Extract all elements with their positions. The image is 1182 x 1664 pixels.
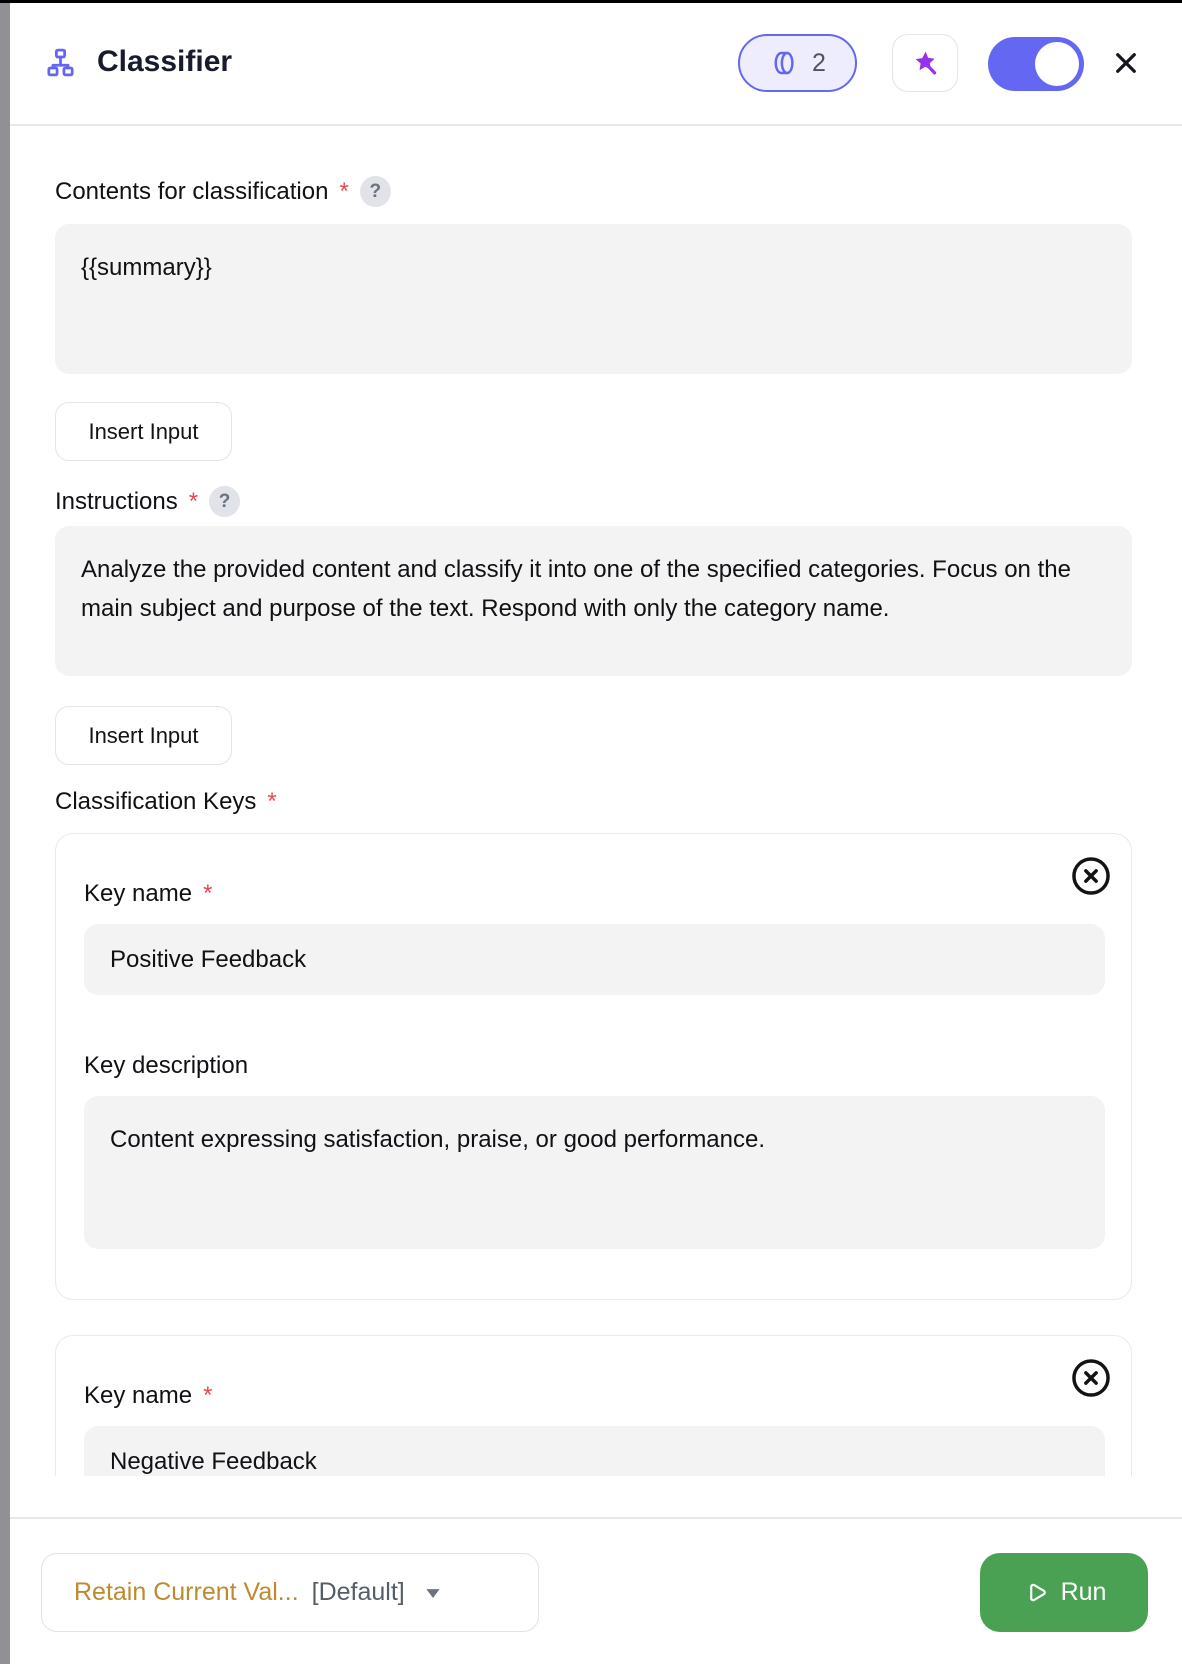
key-description-textarea[interactable]: Content expressing satisfaction, praise, or good performance. (84, 1096, 1105, 1249)
remove-key-button[interactable] (1069, 854, 1113, 898)
dropdown-default-suffix: [Default] (311, 1578, 405, 1606)
dropdown-selected-value: Retain Current Val... (74, 1578, 299, 1606)
config-scroll-area[interactable] (10, 126, 1182, 1476)
toggle-knob (1035, 42, 1079, 86)
remove-key-button[interactable] (1069, 1356, 1113, 1400)
instructions-label: Instructions (55, 488, 178, 515)
retain-values-dropdown[interactable] (41, 1553, 539, 1632)
coin-icon (769, 48, 799, 78)
required-asterisk: * (203, 880, 213, 907)
window-top-edge (0, 0, 1182, 3)
required-asterisk: * (267, 788, 277, 815)
classification-key-card (55, 833, 1132, 1300)
key-description-label: Key description (84, 1052, 249, 1079)
key-name-label-row (84, 1380, 212, 1411)
required-asterisk: * (188, 488, 199, 515)
contents-textarea[interactable]: {{summary}} (55, 224, 1132, 374)
key-name-input[interactable]: Negative Feedback (84, 1426, 1105, 1476)
contents-label: Contents for classification (55, 178, 329, 205)
token-count-badge[interactable] (738, 34, 857, 92)
contents-label-row (55, 176, 391, 207)
token-count-value: 2 (812, 48, 826, 77)
close-button[interactable] (1108, 45, 1144, 81)
help-icon[interactable]: ? (360, 176, 391, 207)
circle-x-icon (1069, 1356, 1113, 1400)
required-asterisk: * (339, 178, 349, 205)
insert-input-button-instructions[interactable]: Insert Input (55, 706, 232, 765)
classification-keys-label-row (55, 786, 277, 817)
key-name-label: Key name (84, 880, 193, 907)
magic-wand-icon (909, 47, 941, 79)
enable-toggle[interactable] (988, 37, 1084, 91)
classification-key-card (55, 1335, 1132, 1476)
classification-keys-label: Classification Keys (55, 788, 257, 815)
page-title: Classifier (97, 45, 233, 78)
run-button-label: Run (1060, 1578, 1107, 1606)
key-name-input[interactable]: Positive Feedback (84, 924, 1105, 995)
insert-input-button-contents[interactable]: Insert Input (55, 402, 232, 461)
caret-down-icon (422, 1582, 444, 1604)
play-icon (1022, 1579, 1049, 1606)
instructions-label-row (55, 486, 240, 517)
help-icon[interactable]: ? (209, 486, 240, 517)
hierarchy-icon (44, 46, 77, 79)
close-icon (1108, 45, 1144, 81)
circle-x-icon (1069, 854, 1113, 898)
footer-divider (10, 1517, 1182, 1519)
key-name-label: Key name (84, 1382, 193, 1409)
panel-left-edge (0, 0, 10, 1664)
key-name-label-row (84, 878, 212, 909)
instructions-textarea[interactable]: Analyze the provided content and classify it into one of the specified categories. Focus on the main subject and purpose of the text. Respond with only the category name. (55, 526, 1132, 676)
run-button[interactable] (980, 1553, 1148, 1632)
ai-generate-button[interactable] (892, 34, 958, 92)
required-asterisk: * (203, 1382, 213, 1409)
